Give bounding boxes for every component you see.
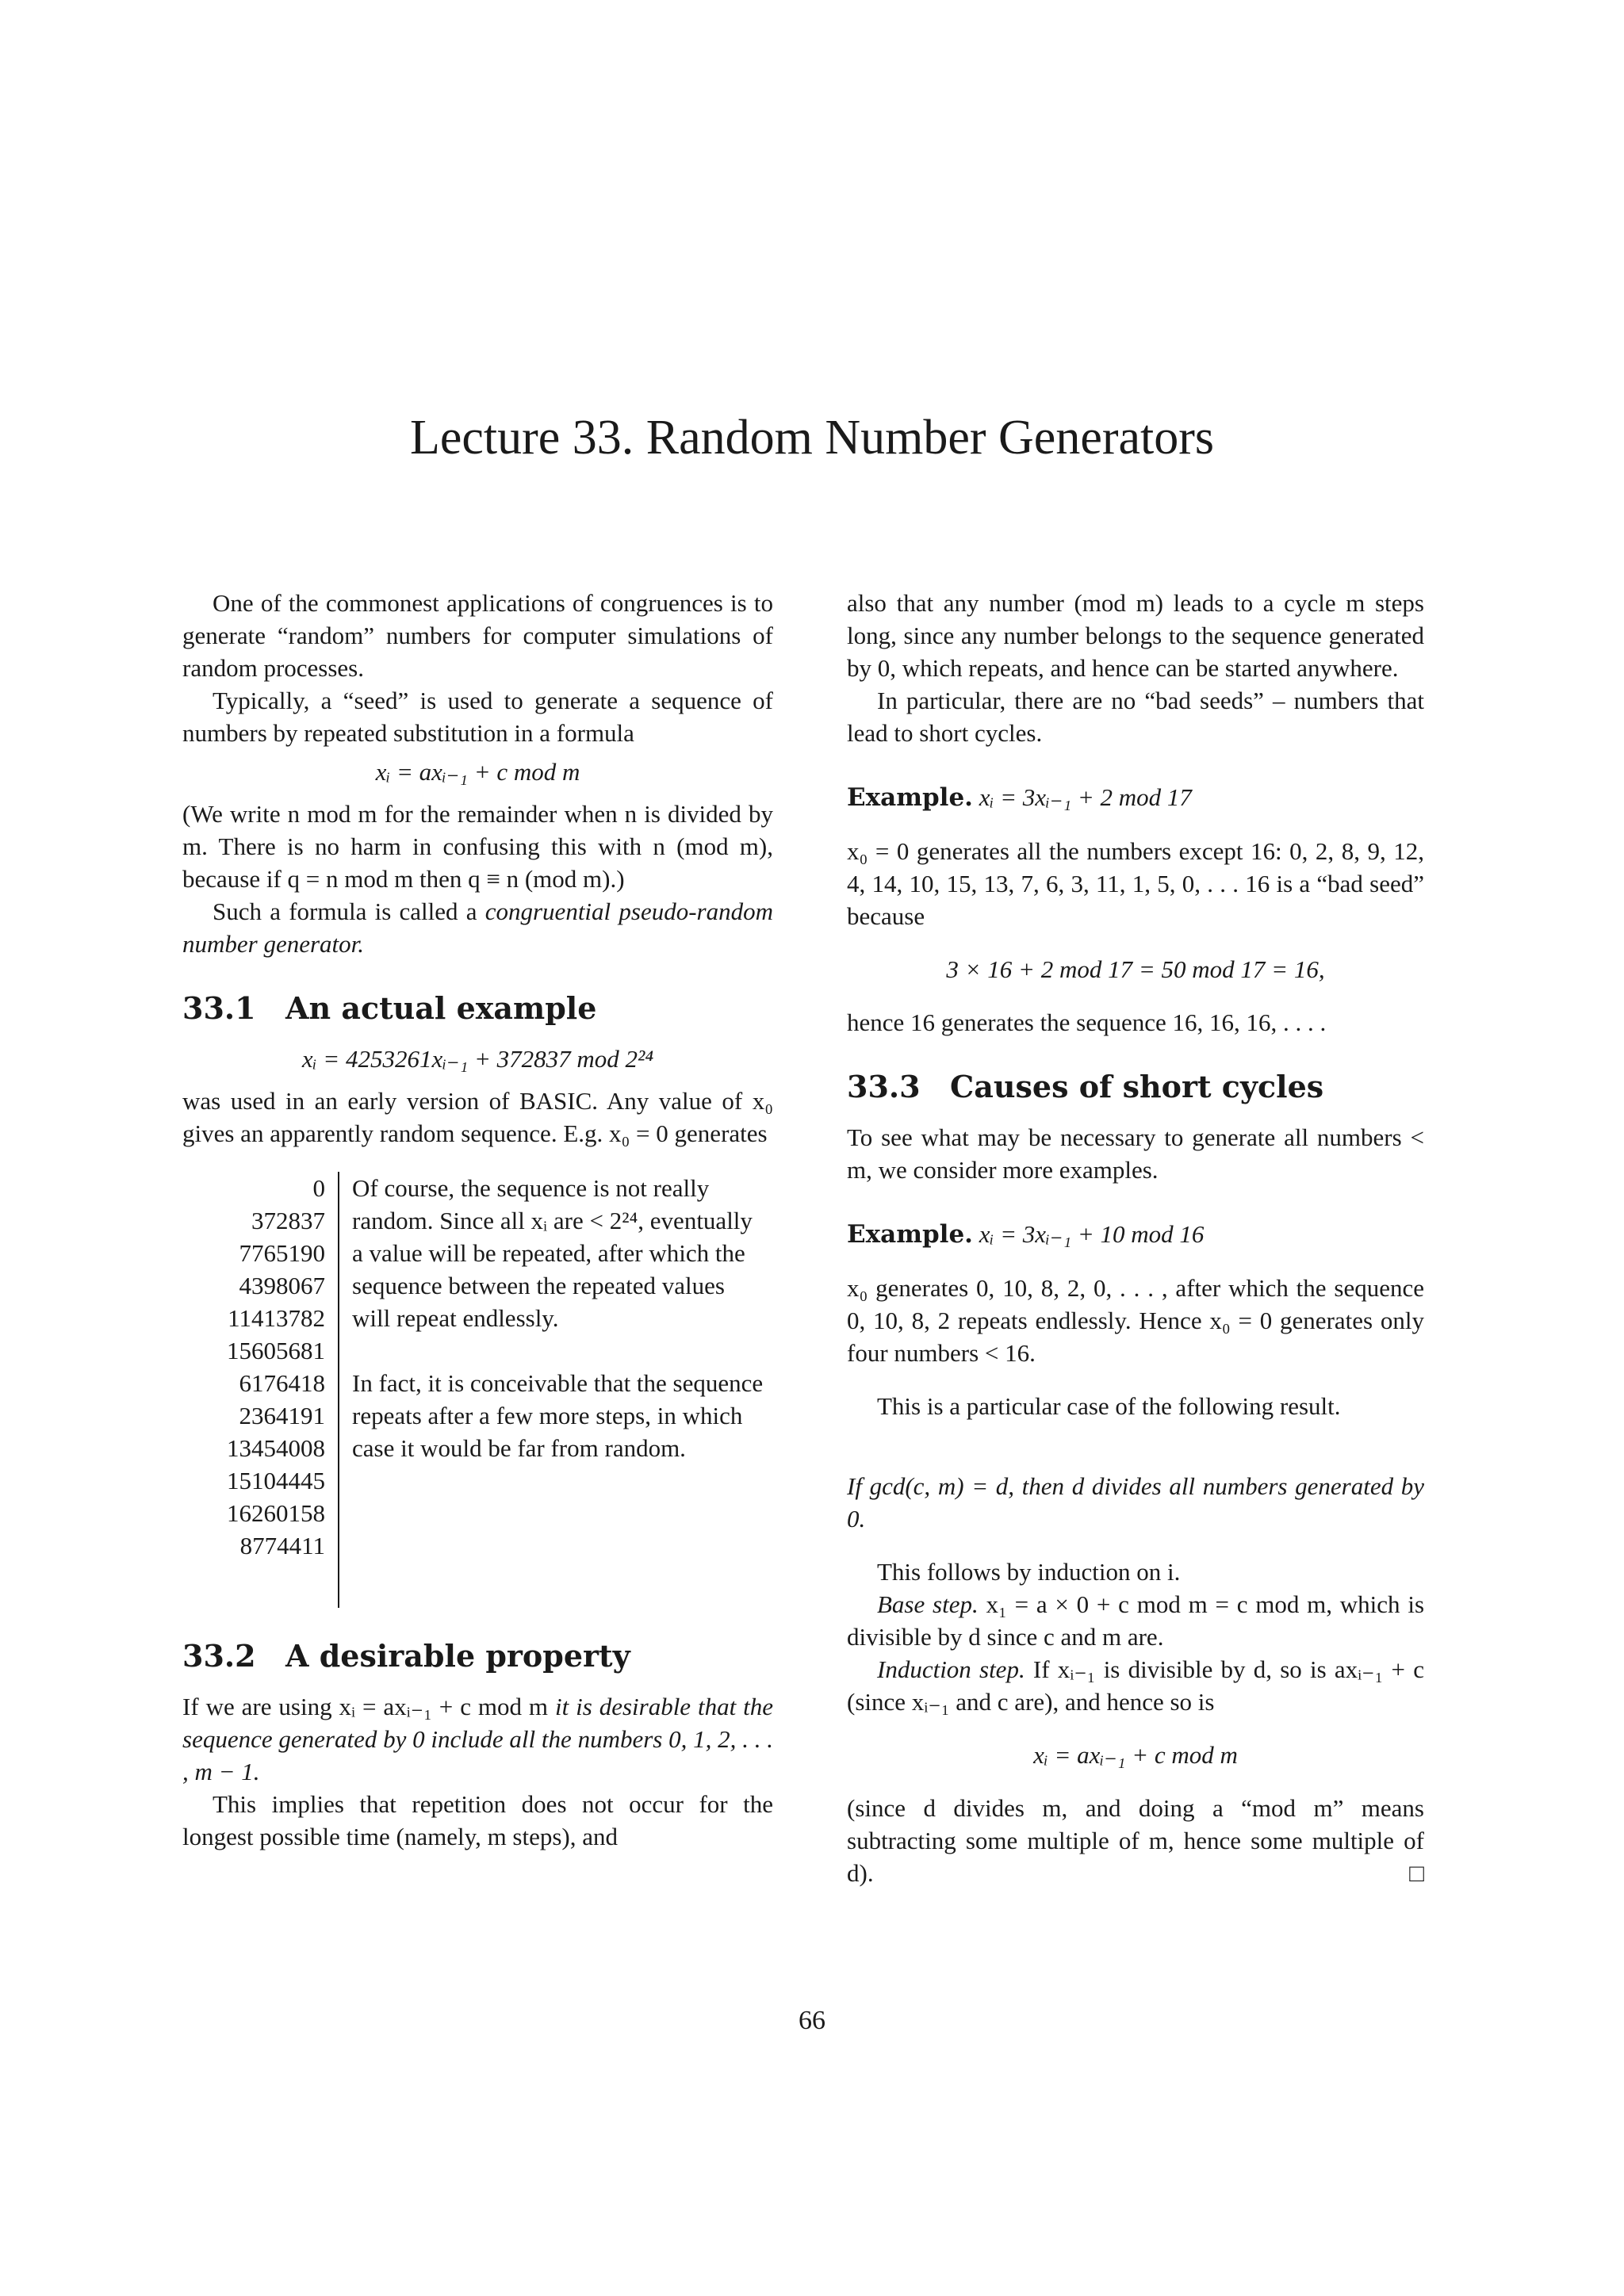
- section-number: 33.1: [182, 990, 256, 1026]
- section-number: 33.2: [182, 1638, 256, 1674]
- emphasis: it is desirable that the sequence generated by 0 include all the numbers 0, 1, 2, . . . , m − 1.: [182, 1693, 774, 1785]
- section-title: An actual example: [285, 990, 597, 1026]
- page-title: Lecture 33. Random Number Generators: [409, 411, 1215, 465]
- paragraph: [182, 895, 773, 960]
- sequence-value: 2364191: [239, 1402, 325, 1429]
- step-label: Base step.: [877, 1590, 979, 1618]
- sequence-value: 6176418: [239, 1369, 325, 1397]
- sequence-value: 7765190: [239, 1239, 325, 1267]
- note: Of course, the sequence is not really random. Since all xᵢ are < 2²⁴, eventually a value will be repeated, after which the sequence between the repeated values will repeat endlessly.: [352, 1174, 753, 1332]
- example-label: Example.: [847, 1220, 973, 1249]
- paragraph: (We write n mod m for the remainder when n is divided by m. There is no harm in confusing this with n (mod m), because if q = n mod m then q ≡ n (mod m).): [182, 800, 773, 893]
- sequence-table: [182, 1172, 773, 1608]
- example-label: Example.: [847, 783, 973, 812]
- paragraph: To see what may be necessary to generate all numbers < m, we consider more examples.: [847, 1123, 1424, 1184]
- paragraph: [182, 1690, 773, 1788]
- paragraph: This is a particular case of the following result.: [877, 1392, 1341, 1420]
- paragraph: One of the commonest applications of congruences is to generate “random” numbers for computer simulations of random processes.: [182, 589, 773, 682]
- paragraph: [847, 1588, 1424, 1653]
- section-heading-33-2: [182, 1636, 773, 1676]
- sequence-value: 15104445: [227, 1467, 325, 1494]
- equation: xᵢ = 3xᵢ₋₁ + 10 mod 16: [979, 1220, 1205, 1248]
- paragraph: This follows by induction on i.: [877, 1558, 1181, 1586]
- example: [847, 781, 1424, 814]
- sequence-value: 13454008: [227, 1434, 325, 1462]
- text: (since d divides m, and doing a “mod m” means subtracting some multiple of m, hence some multiple of d).: [847, 1794, 1424, 1887]
- equation: xᵢ = axᵢ₋₁ + c mod m: [375, 758, 580, 786]
- equation: xᵢ = axᵢ₋₁ + c mod m: [1033, 1741, 1238, 1769]
- section-number: 33.3: [847, 1069, 921, 1104]
- note: In fact, it is conceivable that the sequence repeats after a few more steps, in which case it would be far from random.: [352, 1369, 764, 1462]
- paragraph: also that any number (mod m) leads to a cycle m steps long, since any number belongs to the sequence generated by 0, which repeats, and hence can be started anywhere.: [847, 589, 1424, 682]
- sequence-value: 15605681: [227, 1337, 325, 1364]
- paragraph: x₀ = 0 generates all the numbers except 16: 0, 2, 8, 9, 12, 4, 14, 10, 15, 13, 7, 6, 3, 11, 1, 5, 0, . . . 16 is a “bad seed” because: [847, 837, 1424, 930]
- qed-symbol: □: [1409, 1859, 1424, 1887]
- paragraph: x₀ generates 0, 10, 8, 2, 0, . . . , after which the sequence 0, 10, 8, 2 repeats endlessly. Hence x₀ = 0 generates only four numbers < 16.: [847, 1274, 1424, 1367]
- right-column: [847, 587, 1424, 1889]
- text: x₁ = a × 0 + c mod m = c mod m, which is divisible by d since c and m are.: [847, 1590, 1425, 1651]
- section-title: Causes of short cycles: [950, 1069, 1324, 1104]
- theorem: If gcd(c, m) = d, then d divides all numbers generated by 0.: [847, 1472, 1424, 1533]
- sequence-value: 0: [312, 1174, 325, 1202]
- section-heading-33-3: [847, 1067, 1424, 1107]
- equation: 3 × 16 + 2 mod 17 = 50 mod 17 = 16,: [946, 955, 1325, 983]
- text: If we are using xᵢ = axᵢ₋₁ + c mod m: [182, 1693, 555, 1720]
- equation: xᵢ = 4253261xᵢ₋₁ + 372837 mod 2²⁴: [301, 1045, 654, 1073]
- paragraph: hence 16 generates the sequence 16, 16, 16, . . . .: [847, 1008, 1327, 1036]
- sequence-value: 16260158: [227, 1499, 325, 1527]
- paragraph: [847, 1653, 1424, 1718]
- left-column: [182, 587, 773, 1853]
- page-number: 66: [799, 2006, 825, 2035]
- equation: xᵢ = 3xᵢ₋₁ + 2 mod 17: [979, 783, 1192, 811]
- sequence-notes: [339, 1172, 764, 1608]
- section-title: A desirable property: [285, 1638, 630, 1674]
- sequence-values: [182, 1172, 339, 1608]
- sequence-value: 8774411: [239, 1532, 325, 1559]
- emphasis: congruential pseudo-random number generator.: [182, 897, 773, 958]
- paragraph: This implies that repetition does not occur for the longest possible time (namely, m steps), and: [182, 1790, 773, 1850]
- sequence-value: 372837: [251, 1207, 325, 1234]
- step-label: Induction step.: [877, 1655, 1025, 1683]
- text: Such a formula is called a: [213, 897, 485, 925]
- sequence-value: 4398067: [239, 1272, 325, 1299]
- paragraph: Typically, a “seed” is used to generate a sequence of numbers by repeated substitution in a formula: [182, 687, 773, 747]
- text: If xᵢ₋₁ is divisible by d, so is axᵢ₋₁ + c (since xᵢ₋₁ and c are), and hence so is: [847, 1655, 1424, 1716]
- paragraph: [847, 1792, 1424, 1889]
- sequence-value: 11413782: [228, 1304, 325, 1332]
- section-heading-33-1: [182, 989, 773, 1028]
- example: [847, 1218, 1424, 1251]
- paragraph: was used in an early version of BASIC. Any value of x₀ gives an apparently random sequence. E.g. x₀ = 0 generates: [182, 1087, 773, 1147]
- paragraph: In particular, there are no “bad seeds” – numbers that lead to short cycles.: [847, 687, 1424, 747]
